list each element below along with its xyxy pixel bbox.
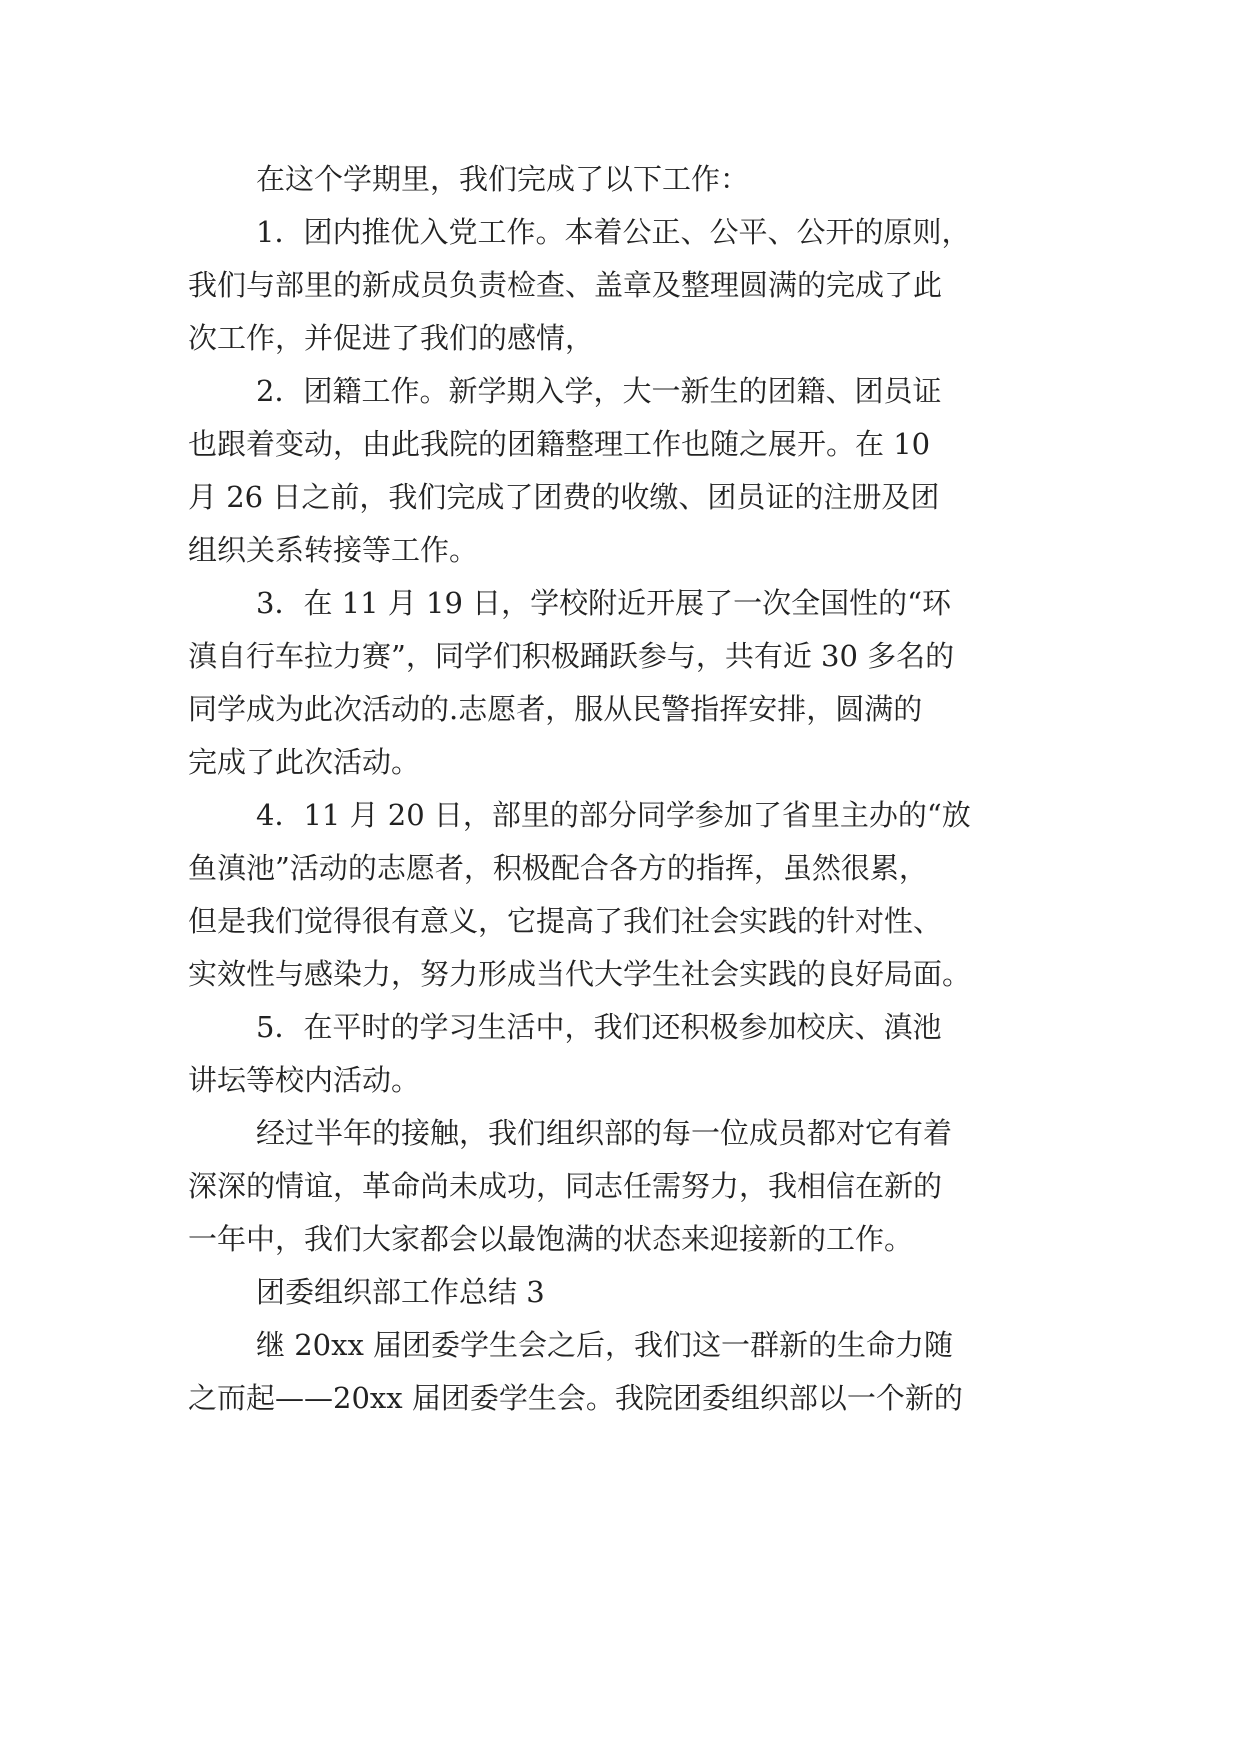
section-heading: 团委组织部工作总结 3 bbox=[256, 1275, 545, 1309]
intro-line: 在这个学期里，我们完成了以下工作： bbox=[256, 162, 750, 196]
item-2-line-2: 也跟着变动，由此我院的团籍整理工作也随之展开。在 10 bbox=[188, 427, 931, 461]
closing-line-1: 经过半年的接触，我们组织部的每一位成员都对它有着 bbox=[256, 1116, 953, 1150]
item-2-line-3: 月 26 日之前，我们完成了团费的收缴、团员证的注册及团 bbox=[188, 480, 940, 514]
item-1-line-2: 我们与部里的新成员负责检查、盖章及整理圆满的完成了此 bbox=[188, 268, 943, 302]
closing-line-2: 深深的情谊，革命尚未成功，同志任需努力，我相信在新的 bbox=[188, 1169, 943, 1203]
item-1-line-3: 次工作，并促进了我们的感情， bbox=[188, 321, 595, 355]
item-4-line-4: 实效性与感染力，努力形成当代大学生社会实践的良好局面。 bbox=[188, 957, 972, 991]
item-3-line-1: 3．在 11 月 19 日，学校附近开展了一次全国性的“环 bbox=[256, 586, 951, 620]
item-4-line-3: 但是我们觉得很有意义，它提高了我们社会实践的针对性、 bbox=[188, 904, 943, 938]
item-4-line-1: 4．11 月 20 日，部里的部分同学参加了省里主办的“放 bbox=[256, 798, 971, 832]
item-2-line-1: 2．团籍工作。新学期入学，大一新生的团籍、团员证 bbox=[256, 374, 942, 408]
item-5-line-1: 5．在平时的学习生活中，我们还积极参加校庆、滇池 bbox=[256, 1010, 942, 1044]
item-3-line-3: 同学成为此次活动的.志愿者，服从民警指挥安排，圆满的 bbox=[188, 692, 923, 726]
section-3-line-1: 继 20xx 届团委学生会之后，我们这一群新的生命力随 bbox=[256, 1328, 954, 1362]
item-1-line-1: 1．团内推优入党工作。本着公正、公平、公开的原则， bbox=[256, 215, 971, 249]
item-2-line-4: 组织关系转接等工作。 bbox=[188, 533, 479, 567]
item-4-line-2: 鱼滇池”活动的志愿者，积极配合各方的指挥，虽然很累， bbox=[188, 851, 928, 885]
section-3-line-2: 之而起——20xx 届团委学生会。我院团委组织部以一个新的 bbox=[188, 1381, 963, 1415]
item-5-line-2: 讲坛等校内活动。 bbox=[188, 1063, 421, 1097]
item-3-line-4: 完成了此次活动。 bbox=[188, 745, 421, 779]
closing-line-3: 一年中，我们大家都会以最饱满的状态来迎接新的工作。 bbox=[188, 1222, 914, 1256]
item-3-line-2: 滇自行车拉力赛”，同学们积极踊跃参与，共有近 30 多名的 bbox=[188, 639, 955, 673]
